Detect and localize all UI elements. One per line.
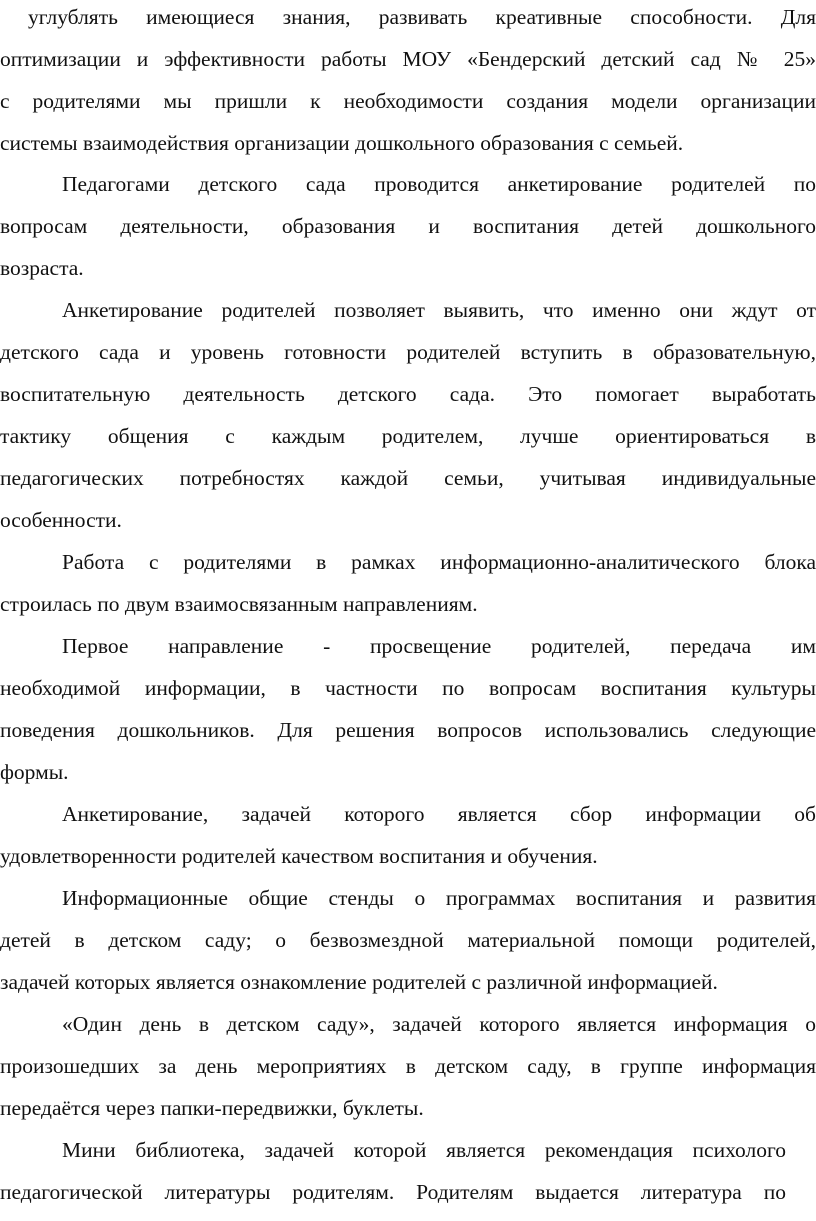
- text-line: тактику общения с каждым родителем, лучше ориентироваться в: [0, 424, 816, 448]
- text-line: строилась по двум взаимосвязанным направлениям.: [0, 592, 478, 616]
- paragraph-mini-library: [0, 1129, 816, 1213]
- text-line: «Один день в детском саду», задачей которого является информация о: [62, 1012, 816, 1036]
- text-line: удовлетворенности родителей качеством воспитания и обучения.: [0, 844, 598, 868]
- text-line: возраста.: [0, 256, 84, 280]
- paragraph-survey-goals: [0, 289, 816, 541]
- text-line: особенности.: [0, 508, 122, 532]
- text-line: с родителями мы пришли к необходимости создания модели организации: [0, 89, 816, 113]
- text-line: Первое направление - просвещение родителей, передача им: [62, 634, 816, 658]
- paragraph-info-stands: [0, 877, 816, 1003]
- paragraph-first-direction: [0, 625, 816, 793]
- paragraph-intro: [0, 0, 816, 164]
- text-line: педагогических потребностях каждой семьи, учитывая индивидуальные: [0, 466, 816, 490]
- text-line: Мини библиотека, задачей которой является рекомендация психолого: [62, 1138, 786, 1162]
- text-line: Педагогами детского сада проводится анкетирование родителей по: [62, 172, 816, 196]
- text-line: необходимой информации, в частности по вопросам воспитания культуры: [0, 676, 816, 700]
- text-line: детей в детском саду; о безвозмездной материальной помощи родителей,: [0, 928, 816, 952]
- text-line: вопросам деятельности, образования и воспитания детей дошкольного: [0, 214, 816, 238]
- text-line: углублять имеющиеся знания, развивать креативные способности. Для: [28, 5, 816, 29]
- paragraph-questionnaire: [0, 793, 816, 877]
- paragraph-one-day: [0, 1003, 816, 1129]
- text-line: оптимизации и эффективности работы МОУ «Бендерский детский сад № 25»: [0, 47, 816, 71]
- text-line: детского сада и уровень готовности родителей вступить в образовательную,: [0, 340, 816, 364]
- text-line: поведения дошкольников. Для решения вопросов использовались следующие: [0, 718, 816, 742]
- text-line: формы.: [0, 760, 69, 784]
- text-line: педагогической литературы родителям. Родителям выдается литература по: [0, 1180, 786, 1204]
- text-line: Анкетирование, задачей которого является сбор информации об: [62, 802, 816, 826]
- text-line: Информационные общие стенды о программах воспитания и развития: [62, 886, 816, 910]
- text-line: Работа с родителями в рамках информационно-аналитического блока: [62, 550, 816, 574]
- text-line: воспитательную деятельность детского сада. Это помогает выработать: [0, 382, 816, 406]
- text-line: произошедших за день мероприятиях в детском саду, в группе информация: [0, 1054, 816, 1078]
- text-line: передаётся через папки-передвижки, буклеты.: [0, 1096, 424, 1120]
- paragraph-directions: [0, 541, 816, 625]
- text-line: системы взаимодействия организации дошкольного образования с семьей.: [0, 131, 684, 155]
- text-line: Анкетирование родителей позволяет выявить, что именно они ждут от: [62, 298, 816, 322]
- paragraph-survey: [0, 163, 816, 289]
- text-line: задачей которых является ознакомление родителей с различной информацией.: [0, 970, 718, 994]
